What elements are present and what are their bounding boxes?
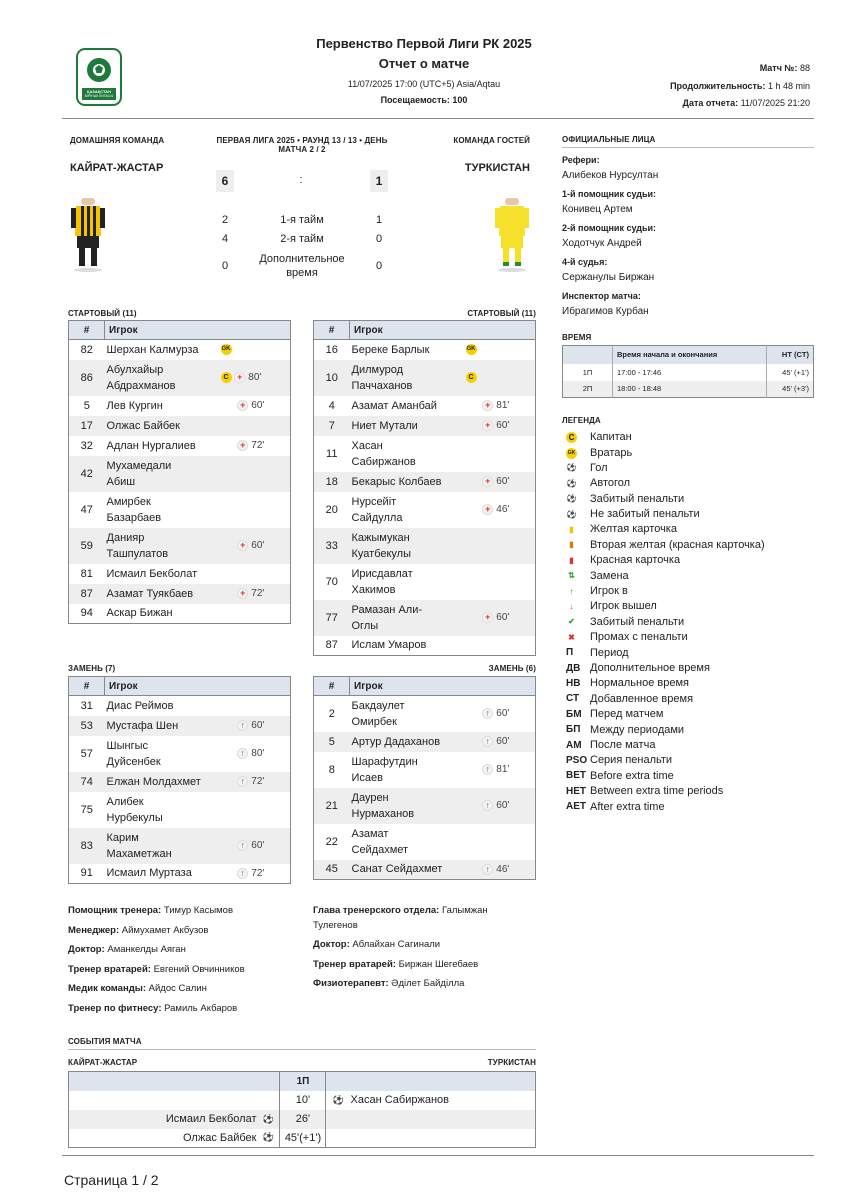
table-row: 57 Шынгыс Дуйсенбек ↑ 80'	[69, 736, 291, 772]
time-title: ВРЕМЯ	[562, 333, 592, 342]
official-name: Конивец Артем	[562, 204, 633, 215]
period-cell: 2П	[563, 381, 613, 398]
table-row: 77 Рамазан Али- Оглы + 60'	[314, 600, 536, 636]
legend-text: Between extra time periods	[590, 785, 724, 798]
penalty-scored-icon: ⚽	[262, 1132, 274, 1143]
table-row: 18 Бекарыс Колбаев + 60'	[314, 472, 536, 492]
table-row: 11 Хасан Сабиржанов	[314, 436, 536, 472]
legend-item	[566, 600, 657, 612]
legend-item	[566, 662, 710, 674]
own-goal-icon	[566, 478, 588, 489]
events-home-team: КАЙРАТ-ЖАСТАР	[68, 1058, 138, 1067]
goal-icon-glyph: ⚽	[566, 463, 577, 473]
legend-text: Игрок вышел	[590, 600, 657, 613]
legend-abbrev: BET	[566, 770, 586, 782]
table-row: 94 Аскар Бижан	[69, 604, 291, 624]
attendance-label: Посещаемость:	[380, 95, 450, 105]
legend-text: Красная карточка	[590, 554, 681, 567]
staff-role: Медик команды:	[68, 983, 146, 994]
player-out-icon	[566, 601, 588, 612]
legend-text: Забитый пенальти	[590, 492, 685, 505]
match-datetime: 11/07/2025 17:00 (UTC+5) Asia/Aqtau	[347, 79, 501, 89]
red-card-icon-glyph: ▮	[569, 555, 574, 565]
away-start-label: СТАРТОВЫЙ (11)	[467, 309, 536, 318]
penalty-scored-check-icon-glyph: ✔	[568, 617, 575, 627]
captain-icon: C	[221, 372, 232, 383]
footer-divider	[62, 1155, 814, 1156]
staff-role: Тренер вратарей:	[313, 959, 396, 970]
legend-item	[566, 446, 632, 459]
report-title: Отчет о матче	[378, 56, 470, 71]
legend-item	[566, 647, 629, 659]
legend-text: Нормальное время	[590, 677, 689, 690]
legend-item	[566, 677, 689, 689]
away-team-name: ТУРКИСТАН	[464, 162, 530, 174]
legend-text: Гол	[590, 461, 608, 474]
legend-item	[566, 754, 672, 766]
home-team-label: ДОМАШНЯЯ КОМАНДА	[70, 136, 165, 145]
player-in-icon: ↑	[482, 800, 493, 811]
goalkeeper-icon-glyph: GK	[566, 448, 577, 459]
staff-role: Доктор:	[313, 939, 350, 950]
legend-text: Замена	[590, 569, 629, 582]
legend-text: Капитан	[590, 431, 632, 443]
match-number-label: Матч №:	[759, 63, 798, 73]
match-number-value: 88	[799, 63, 810, 73]
staff-role: Глава тренерского отдела:	[313, 905, 440, 916]
staff-item	[68, 1001, 268, 1016]
player-in-icon: ↑	[482, 736, 493, 747]
staff-name: Аймухамет Акбузов	[121, 925, 209, 936]
events-table	[68, 1071, 536, 1148]
player-in-icon: ↑	[237, 720, 248, 731]
substitution-icon-glyph: ⇅	[568, 571, 575, 581]
legend-abbrev: БП	[566, 724, 581, 736]
table-row: 87 Азамат Туякбаев + 72'	[69, 584, 291, 604]
legend-abbrev: AET	[566, 801, 586, 813]
player-in-icon: ↑	[482, 764, 493, 775]
attendance-value: 100	[452, 95, 468, 105]
player-out-icon: +	[482, 400, 493, 411]
official-role: Рефери:	[562, 155, 600, 165]
period-home-2: 4	[221, 233, 229, 245]
goal-icon: ⚽	[262, 1113, 274, 1124]
legend-text: Перед матчем	[590, 708, 664, 721]
legend-text: Между периодами	[590, 723, 685, 736]
table-row: 82 Шерхан Калмурза GK	[69, 340, 291, 360]
col-player: Игрок	[105, 677, 291, 696]
penalty-miss-cross-icon-glyph: ✖	[568, 632, 575, 642]
period-home-3: 0	[221, 260, 229, 272]
legend-abbrev: PSO	[566, 754, 588, 766]
header-divider	[62, 118, 814, 119]
table-row: 33 Кажымукан Куатбекулы	[314, 528, 536, 564]
staff-name: Тимур Касымов	[163, 905, 234, 916]
player-out-icon: +	[237, 540, 248, 551]
period-cell: 1П	[563, 364, 613, 381]
match-number	[760, 63, 810, 73]
player-out-icon: +	[482, 420, 493, 431]
table-row: 21 Даурен Нурмаханов ↑ 60'	[314, 788, 536, 824]
staff-name: Аблайхан Сагинали	[352, 939, 441, 950]
staff-item	[68, 942, 268, 957]
player-out-icon: +	[482, 476, 493, 487]
player-in-icon: ↑	[237, 868, 248, 879]
table-row: 42 Мухамедали Абиш	[69, 456, 291, 492]
player-in-icon	[566, 586, 588, 597]
legend-text: Забитый пенальти	[590, 615, 685, 628]
away-lineup-table	[313, 320, 536, 656]
period-label-2: 2-я тайм	[280, 233, 324, 245]
table-row: 70 Ирисдавлат Хакимов	[314, 564, 536, 600]
captain-icon: C	[466, 372, 477, 383]
col-num: #	[314, 321, 350, 340]
away-subs-table	[313, 676, 536, 880]
second-yellow-icon-glyph: ▮	[569, 540, 574, 550]
table-row: 16 Береке Барлык GK	[314, 340, 536, 360]
captain-icon-glyph: C	[566, 432, 577, 443]
player-out-icon: +	[237, 400, 248, 411]
event-minute: 26'	[280, 1110, 326, 1129]
legend-abbrev: П	[566, 647, 574, 659]
legend-item	[566, 785, 723, 797]
staff-role: Доктор:	[68, 944, 105, 955]
home-team-name: КАЙРАТ-ЖАСТАР	[70, 162, 164, 174]
range-cell: 17:00 - 17:46	[613, 364, 767, 381]
table-row: 4 Азамат Аманбай + 81'	[314, 396, 536, 416]
legend-abbrev: АМ	[566, 739, 582, 751]
events-away-team: ТУРКИСТАН	[487, 1058, 536, 1067]
official-name: Ибрагимов Курбан	[562, 306, 649, 317]
event-away-player: Хасан Сабиржанов	[350, 1094, 449, 1106]
player-out-icon: +	[234, 372, 245, 383]
legend-item	[566, 739, 655, 751]
staff-role: Менеджер:	[68, 925, 120, 936]
away-kit-icon	[494, 196, 530, 277]
events-title: СОБЫТИЯ МАТЧА	[68, 1037, 142, 1046]
event-minute: 45'(+1')	[280, 1129, 326, 1148]
table-row: 17 Олжас Байбек	[69, 416, 291, 436]
table-row: 7 Ниет Мутали + 60'	[314, 416, 536, 436]
staff-role: Тренер вратарей:	[68, 964, 151, 975]
table-row: 5 Лев Кургин + 60'	[69, 396, 291, 416]
legend-text: После матча	[590, 739, 656, 751]
legend-item	[566, 693, 693, 705]
staff-item	[68, 981, 268, 996]
legend-text: Дополнительное время	[590, 662, 710, 674]
legend-text: Вторая желтая (красная карточка)	[590, 538, 765, 551]
event-minute: 10'	[280, 1091, 326, 1110]
staff-role: Помощник тренера:	[68, 905, 162, 916]
staff-role: Тренер по фитнесу:	[68, 1003, 162, 1014]
table-row: 45 Санат Сейдахмет ↑ 46'	[314, 860, 536, 880]
player-out-icon: +	[237, 588, 248, 599]
official-role: 2-й помощник судьи:	[562, 223, 657, 233]
legend-text: Не забитый пенальти	[590, 508, 700, 520]
staff-item	[313, 957, 513, 972]
table-row: 75 Алибек Нурбекулы	[69, 792, 291, 828]
col-num: #	[69, 677, 105, 696]
staff-name: Рамиль Акбаров	[164, 1003, 238, 1014]
event-row	[69, 1129, 536, 1148]
yellow-card-icon-glyph: ▮	[569, 524, 574, 534]
legend-text: Желтая карточка	[590, 523, 677, 536]
legend-item	[566, 724, 684, 736]
legend-text: Before extra time	[590, 769, 674, 782]
round-info: ПЕРВАЯ ЛИГА 2025 • РАУНД 13 / 13 • ДЕНЬ МАТЧА 2 / 2	[216, 136, 388, 154]
home-lineup-table	[68, 320, 291, 624]
official-name: Ходотчук Андрей	[562, 238, 642, 249]
official-name: Алибеков Нурсултан	[562, 170, 659, 181]
player-in-icon: ↑	[482, 708, 493, 719]
staff-item	[313, 976, 513, 991]
legend-item	[566, 477, 630, 489]
table-row: 47 Амирбек Базарбаев	[69, 492, 291, 528]
table-row: 81 Исмаил Бекболат	[69, 564, 291, 584]
staff-item	[313, 937, 513, 952]
legend-abbrev: СТ	[566, 693, 580, 705]
table-row: 86 Абулхайыр Абдрахманов C + 80'	[69, 360, 291, 396]
penalty-scored-icon	[566, 493, 588, 504]
legend-item	[566, 570, 629, 582]
penalty-scored-icon-glyph: ⚽	[566, 494, 577, 504]
staff-name: Аманкелды Аяган	[107, 944, 186, 955]
player-in-icon: ↑	[237, 776, 248, 787]
home-subs-label: ЗАМЕНЬ (7)	[68, 664, 116, 673]
legend-text: Добавленное время	[590, 692, 694, 705]
own-goal-icon-glyph: ⚽	[566, 478, 577, 488]
legend-item	[566, 770, 674, 782]
player-out-icon: +	[237, 440, 248, 451]
period-away-1: 1	[375, 214, 383, 226]
player-out-icon-glyph: ↓	[569, 601, 574, 611]
goal-icon	[566, 462, 588, 473]
logo-text: ҚАЗАҚСТАН	[87, 89, 111, 94]
legend-item	[566, 523, 677, 535]
col-ht: HT (CT)	[781, 350, 809, 360]
official-role: Инспектор матча:	[562, 291, 641, 301]
staff-name: Галымжан Тулегенов	[313, 905, 488, 931]
staff-name: Айдос Салин	[148, 983, 207, 994]
yellow-card-icon	[566, 524, 588, 535]
event-row	[69, 1091, 536, 1110]
table-row: 53 Мустафа Шен ↑ 60'	[69, 716, 291, 736]
player-in-icon: ↑	[482, 864, 493, 875]
logo-text-2: БІРІНШІ ЛИГАСЫ	[84, 94, 114, 98]
player-in-icon-glyph: ↑	[569, 586, 574, 596]
legend-item	[566, 708, 663, 720]
col-player: Игрок	[105, 321, 291, 340]
legend-item	[566, 539, 765, 551]
home-subs-table	[68, 676, 291, 884]
penalty-scored-check-icon	[566, 616, 588, 627]
home-score: 6	[216, 170, 234, 192]
match-duration	[670, 81, 810, 91]
staff-item	[313, 903, 513, 933]
away-score: 1	[370, 170, 388, 192]
period-label-3: Дополнительное время	[259, 253, 345, 279]
legend-text: Серия пенальти	[590, 754, 673, 767]
event-row	[69, 1110, 536, 1129]
table-row: 87 Ислам Умаров	[314, 636, 536, 656]
legend-text: After extra time	[590, 800, 665, 813]
events-period-label: 1П	[280, 1072, 326, 1091]
second-yellow-icon	[566, 539, 588, 550]
legend-text: Период	[590, 646, 629, 659]
table-row: 10 Дилмурод Паччаханов C	[314, 360, 536, 396]
legend-item	[566, 462, 608, 474]
legend-item	[566, 493, 684, 505]
penalty-missed-icon-glyph: ⚽	[566, 509, 577, 519]
substitution-icon	[566, 570, 588, 581]
officials-divider	[562, 147, 814, 148]
player-in-icon: ↑	[237, 840, 248, 851]
home-kit-icon	[70, 196, 106, 277]
staff-item	[68, 903, 268, 918]
duration-label: Продолжительность:	[670, 81, 766, 91]
legend-abbrev: HET	[566, 785, 586, 797]
period-away-2: 0	[375, 233, 383, 245]
legend-item	[566, 616, 684, 628]
legend-text: Промах с пенальти	[590, 631, 688, 644]
goalkeeper-icon: GK	[466, 344, 477, 355]
col-player: Игрок	[350, 677, 536, 696]
table-row: 22 Азамат Сейдахмет	[314, 824, 536, 860]
legend-item	[566, 554, 680, 566]
goalkeeper-icon	[566, 446, 588, 459]
table-row: 20 Нурсейіт Сайдулла + 46'	[314, 492, 536, 528]
table-row: 74 Елжан Молдахмет ↑ 72'	[69, 772, 291, 792]
table-row: 59 Данияр Ташпулатов + 60'	[69, 528, 291, 564]
table-row: 91 Исмаил Муртаза ↑ 72'	[69, 864, 291, 884]
staff-name: Биржан Шегебаев	[398, 959, 479, 970]
officials-title: ОФИЦИАЛЬНЫЕ ЛИЦА	[562, 135, 656, 144]
report-date-value: 11/07/2025 21:20	[740, 98, 810, 108]
legend-text: Автогол	[590, 477, 631, 490]
player-in-icon: ↑	[237, 748, 248, 759]
staff-item	[68, 962, 268, 977]
event-home-player: Исмаил Бекболат	[165, 1113, 257, 1125]
time-table	[562, 345, 814, 398]
legend-text: Вратарь	[590, 446, 633, 459]
penalty-missed-icon	[566, 509, 588, 520]
official-name: Сержанулы Биржан	[562, 272, 655, 283]
competition-title: Первенство Первой Лиги РК 2025	[316, 36, 532, 51]
event-home-player: Олжас Байбек	[183, 1131, 257, 1144]
player-out-icon: +	[482, 612, 493, 623]
legend-item	[566, 585, 628, 597]
staff-name: Әділет Байділла	[391, 978, 465, 989]
col-num: #	[69, 321, 105, 340]
goal-icon: ⚽	[332, 1094, 344, 1105]
page-number: Страница 1 / 2	[64, 1172, 159, 1188]
table-row: 32 Адлан Нургалиев + 72'	[69, 436, 291, 456]
table-row	[563, 381, 814, 398]
away-subs-label: ЗАМЕНЬ (6)	[488, 664, 536, 673]
legend-item	[566, 801, 665, 813]
legend-text: Игрок в	[590, 585, 628, 597]
away-team-label: КОМАНДА ГОСТЕЙ	[453, 136, 530, 145]
report-date	[683, 98, 810, 108]
captain-icon	[566, 432, 588, 443]
events-divider	[68, 1049, 536, 1050]
staff-name: Евгений Овчинников	[153, 964, 245, 975]
table-row: 5 Артур Дадаханов ↑ 60'	[314, 732, 536, 752]
score-separator: :	[299, 174, 303, 186]
red-card-icon	[566, 555, 588, 566]
goalkeeper-icon: GK	[221, 344, 232, 355]
duration-value: 1 h 48 min	[767, 81, 810, 91]
ht-cell: 45' (+1')	[782, 367, 809, 377]
legend-abbrev: БМ	[566, 708, 582, 720]
official-role: 4-й судья:	[562, 257, 608, 267]
official-role: 1-й помощник судьи:	[562, 189, 657, 199]
period-home-1: 2	[221, 214, 229, 226]
table-row: 2 Бакдаулет Омирбек ↑ 60'	[314, 696, 536, 732]
report-date-label: Дата отчета:	[682, 98, 739, 108]
penalty-miss-cross-icon	[566, 632, 588, 643]
table-row: 8 Шарафутдин Исаев ↑ 81'	[314, 752, 536, 788]
period-label-1: 1-я тайм	[280, 214, 324, 226]
period-away-3: 0	[375, 260, 383, 272]
col-num: #	[314, 677, 350, 696]
legend-abbrev: НВ	[566, 677, 581, 689]
table-row: 83 Карим Махаметжан ↑ 60'	[69, 828, 291, 864]
ht-cell: 45' (+3')	[782, 384, 809, 394]
range-cell: 18:00 - 18:48	[613, 381, 767, 398]
col-start-end: Время начала и окончания	[613, 346, 767, 364]
col-player: Игрок	[350, 321, 536, 340]
table-row: 31 Диас Реймов	[69, 696, 291, 716]
player-out-icon: +	[482, 504, 493, 515]
legend-title: ЛЕГЕНДА	[562, 416, 601, 425]
home-start-label: СТАРТОВЫЙ (11)	[68, 309, 137, 318]
legend-item	[566, 631, 688, 643]
staff-role: Физиотерапевт:	[313, 978, 389, 989]
staff-item	[68, 923, 268, 938]
legend-abbrev: ДВ	[566, 662, 581, 674]
table-row	[563, 364, 814, 381]
legend-item	[566, 431, 632, 443]
legend-item	[566, 508, 700, 520]
